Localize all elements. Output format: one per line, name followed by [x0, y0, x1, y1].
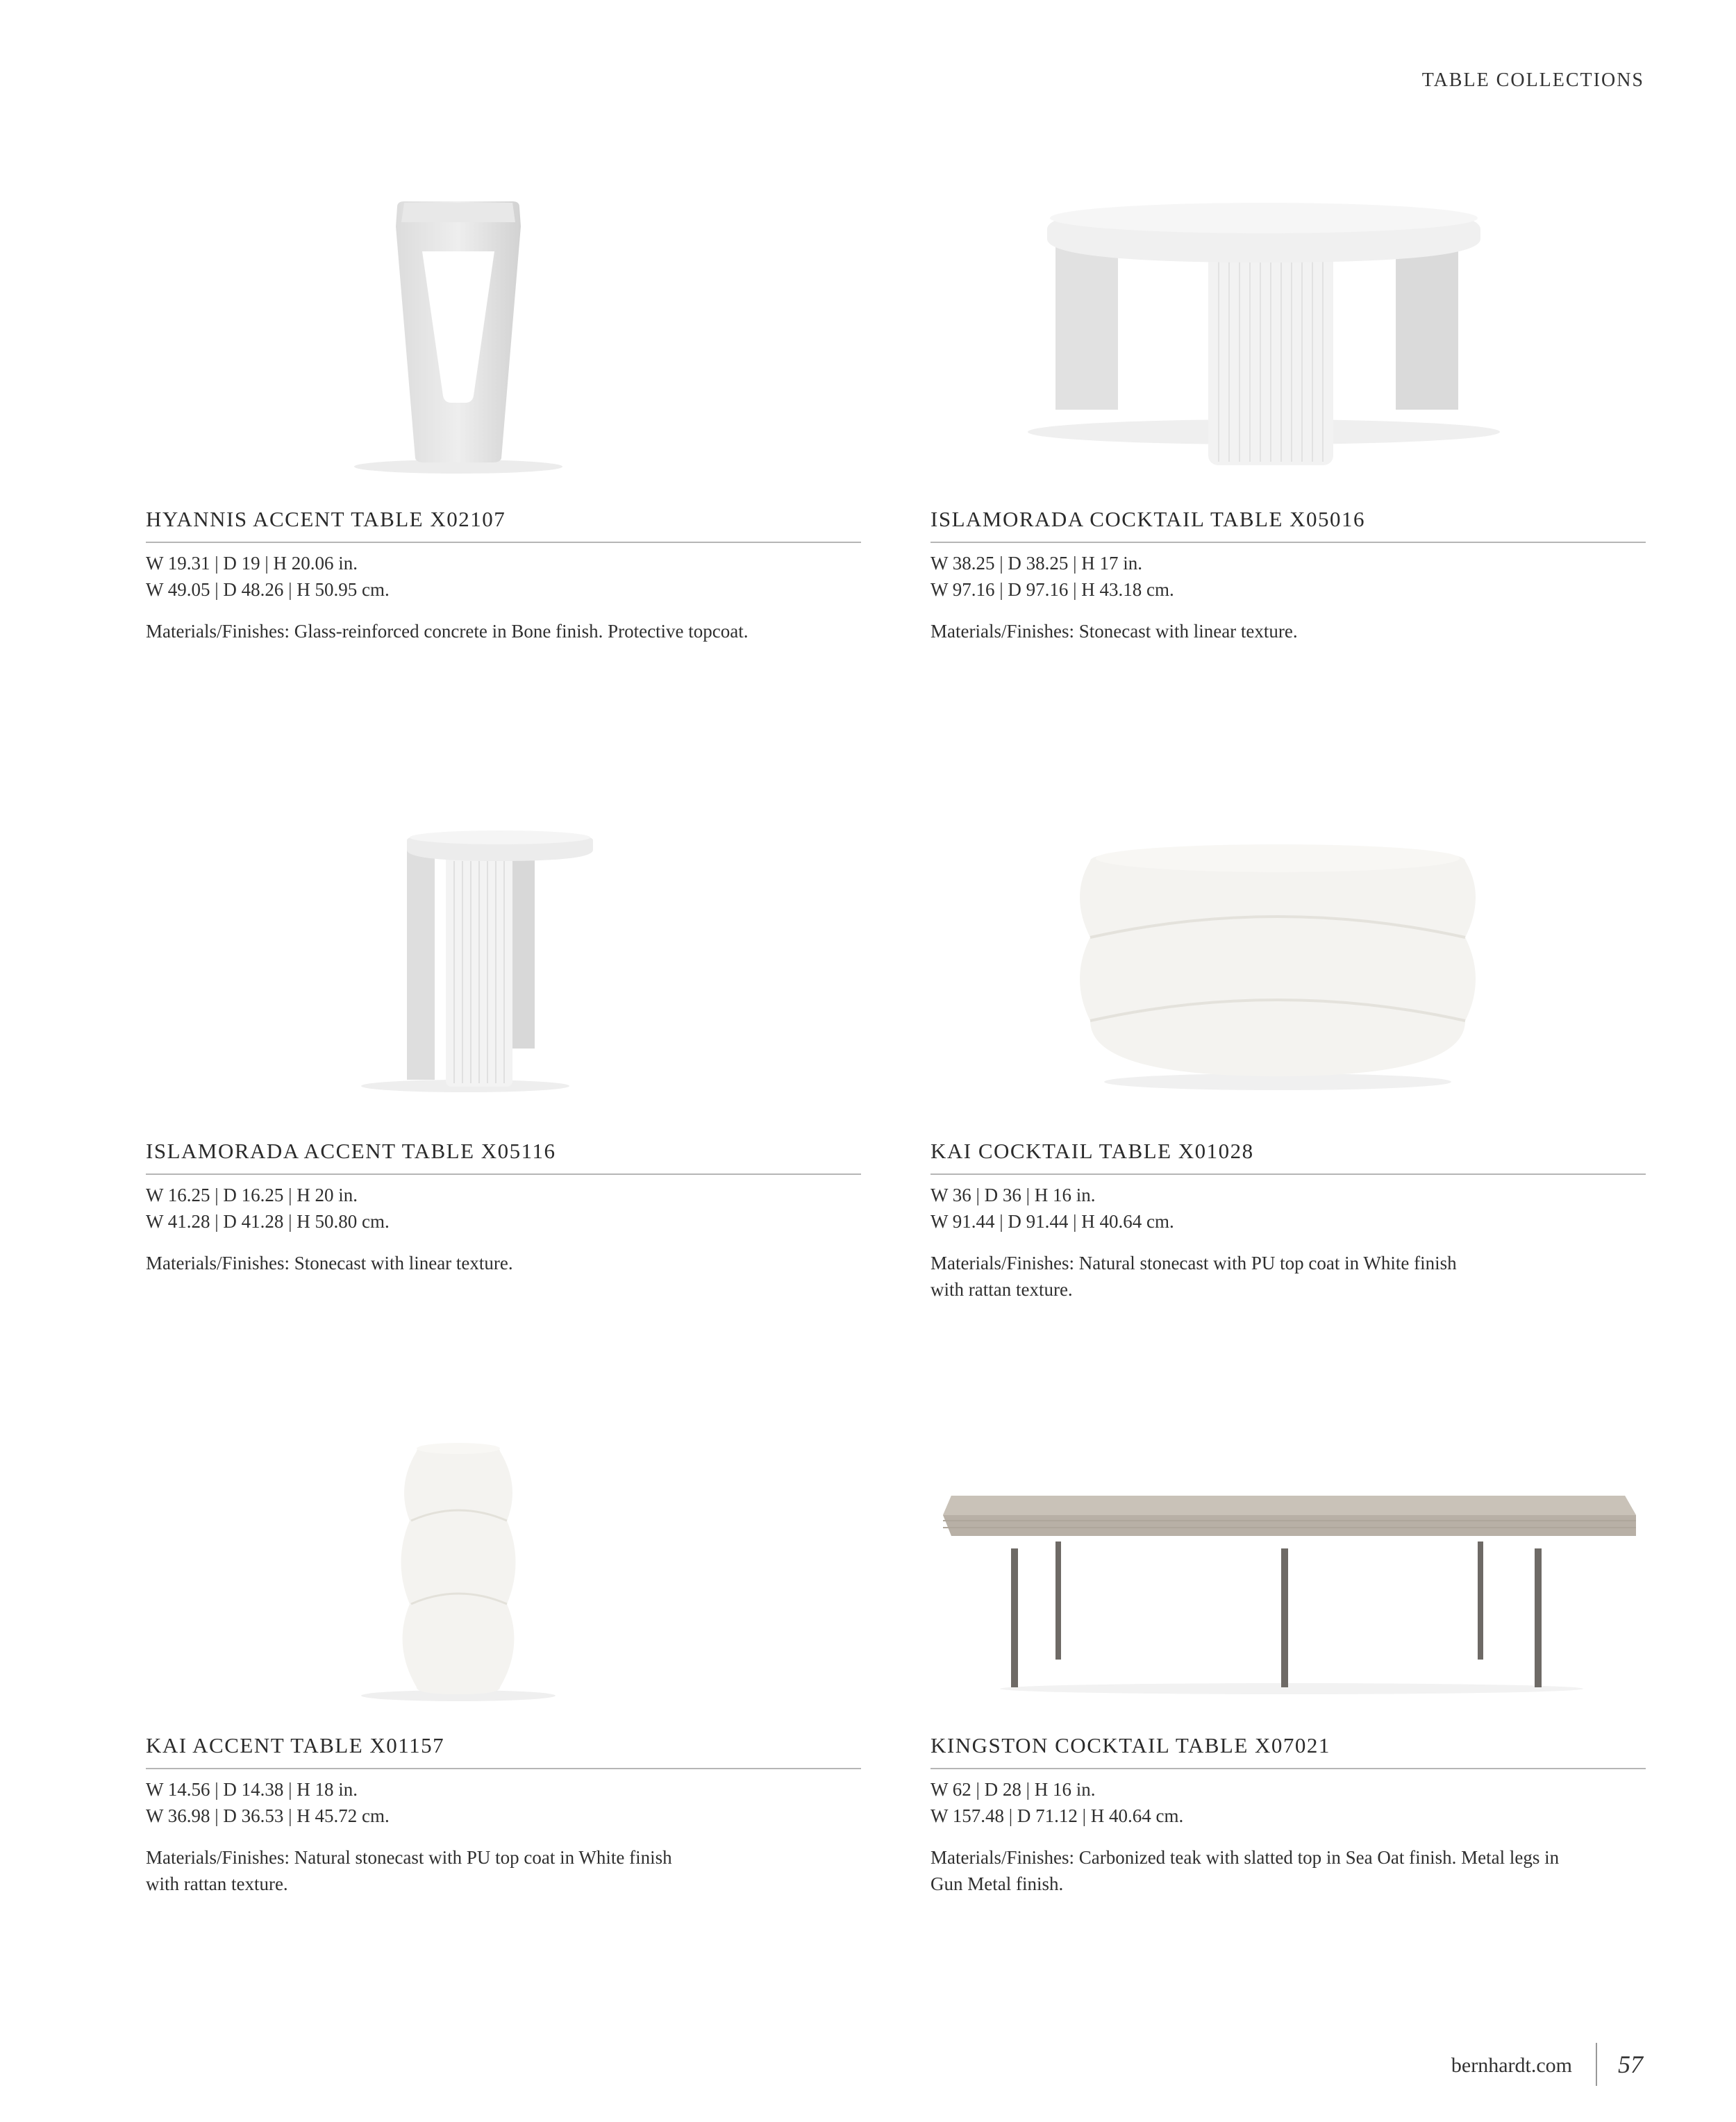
product-name: KAI ACCENT TABLE X01157 — [146, 1733, 861, 1769]
product-dimensions-inches: W 38.25 | D 38.25 | H 17 in. — [930, 553, 1143, 574]
kai-cocktail-table-image — [930, 819, 1646, 1097]
footer-divider — [1596, 2043, 1597, 2086]
product-dimensions-inches: W 16.25 | D 16.25 | H 20 in. — [146, 1185, 358, 1205]
product-name: ISLAMORADA COCKTAIL TABLE X05016 — [930, 507, 1646, 543]
islamorada-accent-table-image — [146, 819, 861, 1097]
product-materials: Materials/Finishes: Stonecast with linear texture. — [930, 621, 1298, 642]
product-dimensions-cm: W 49.05 | D 48.26 | H 50.95 cm. — [146, 579, 390, 600]
product-dimensions-cm: W 41.28 | D 41.28 | H 50.80 cm. — [146, 1211, 390, 1232]
product-dimensions-cm: W 36.98 | D 36.53 | H 45.72 cm. — [146, 1805, 390, 1826]
product-dimensions-inches: W 14.56 | D 14.38 | H 18 in. — [146, 1779, 358, 1800]
product-materials-line-2: with rattan texture. — [930, 1279, 1073, 1300]
product-materials-line-1: Materials/Finishes: Carbonized teak with slatted top in Sea Oat finish. Metal legs in — [930, 1847, 1560, 1868]
product-dimensions-inches: W 36 | D 36 | H 16 in. — [930, 1185, 1096, 1205]
product-name: ISLAMORADA ACCENT TABLE X05116 — [146, 1139, 861, 1175]
hyannis-accent-table-image — [146, 187, 861, 479]
product-dimensions-cm: W 97.16 | D 97.16 | H 43.18 cm. — [930, 579, 1174, 600]
section-title: TABLE COLLECTIONS — [1421, 69, 1644, 91]
product-materials: Materials/Finishes: Stonecast with linear texture. — [146, 1253, 513, 1273]
product-materials-line-1: Materials/Finishes: Natural stonecast with PU top coat in White finish — [146, 1847, 672, 1868]
product-name: HYANNIS ACCENT TABLE X02107 — [146, 507, 861, 543]
product-materials: Materials/Finishes: Glass-reinforced concrete in Bone finish. Protective topcoat. — [146, 621, 749, 642]
product-name: KAI COCKTAIL TABLE X01028 — [930, 1139, 1646, 1175]
islamorada-cocktail-table-image — [930, 187, 1646, 479]
product-dimensions-inches: W 62 | D 28 | H 16 in. — [930, 1779, 1096, 1800]
product-materials-line-2: Gun Metal finish. — [930, 1873, 1064, 1894]
footer-website: bernhardt.com — [1451, 2054, 1572, 2077]
product-dimensions-cm: W 91.44 | D 91.44 | H 40.64 cm. — [930, 1211, 1174, 1232]
product-name: KINGSTON COCKTAIL TABLE X07021 — [930, 1733, 1646, 1769]
kai-accent-table-image — [146, 1423, 861, 1701]
page-number: 57 — [1618, 2050, 1643, 2078]
product-dimensions-inches: W 19.31 | D 19 | H 20.06 in. — [146, 553, 358, 574]
product-materials-line-2: with rattan texture. — [146, 1873, 288, 1894]
product-dimensions-cm: W 157.48 | D 71.12 | H 40.64 cm. — [930, 1805, 1184, 1826]
kingston-cocktail-table-image — [930, 1423, 1646, 1701]
product-materials-line-1: Materials/Finishes: Natural stonecast with PU top coat in White finish — [930, 1253, 1457, 1273]
